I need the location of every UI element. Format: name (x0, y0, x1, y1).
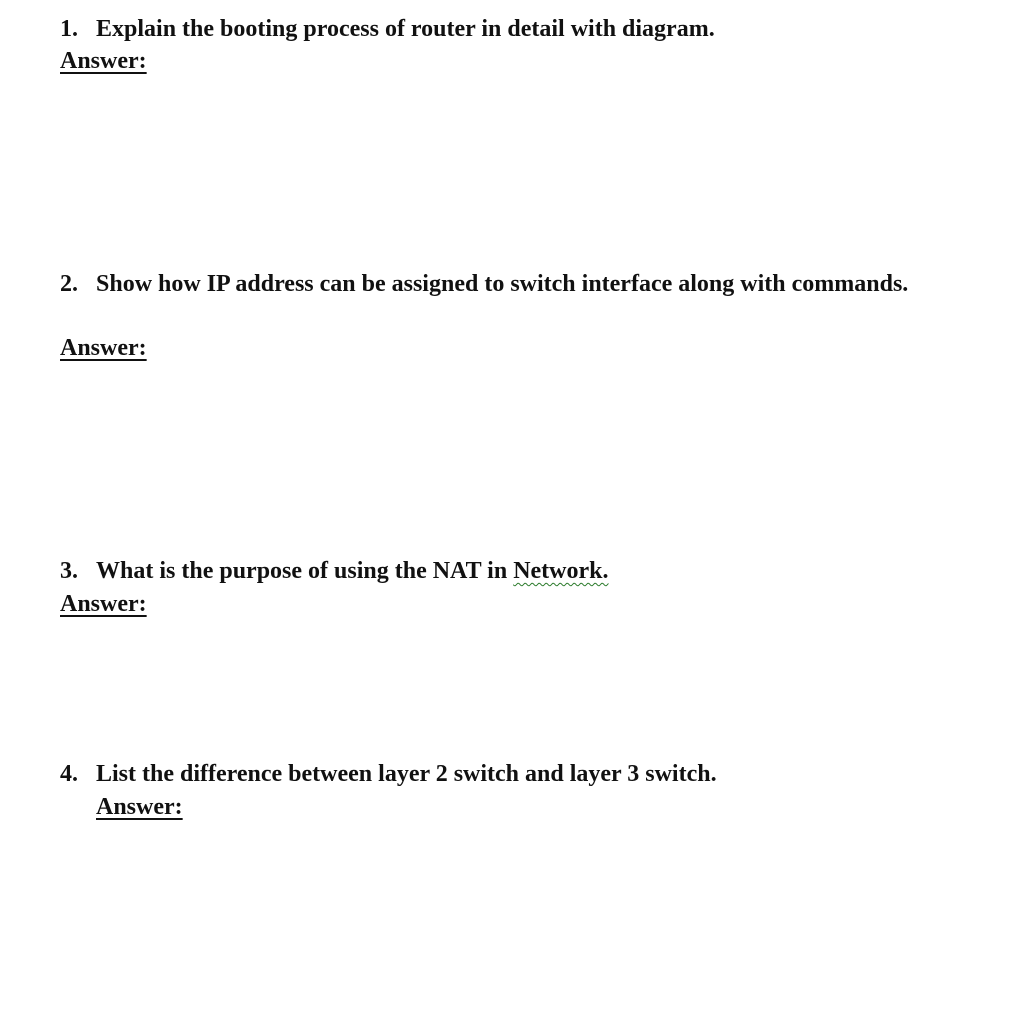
answer-label-2: Answer: (60, 335, 147, 361)
question-text-main: What is the purpose of using the NAT in (96, 558, 514, 584)
question-4 (60, 759, 995, 790)
question-text (96, 556, 995, 587)
spellcheck-flagged-word: Network. (513, 558, 609, 584)
answer-label-4: Answer: (96, 794, 183, 820)
question-text: Explain the booting process of router in detail with diagram. (96, 16, 715, 42)
question-number: 4. (60, 761, 78, 787)
question-2 (60, 269, 995, 300)
answer-label-3: Answer: (60, 591, 147, 617)
question-number: 3. (60, 558, 78, 584)
question-text: Show how IP address can be assigned to switch interface along with commands. (96, 271, 909, 297)
question-3 (60, 556, 995, 587)
question-number: 1. (60, 16, 78, 42)
answer-label-1: Answer: (60, 48, 147, 74)
question-number: 2. (60, 271, 78, 297)
question-1 (60, 14, 995, 45)
question-text: List the difference between layer 2 switch and layer 3 switch. (96, 761, 717, 787)
